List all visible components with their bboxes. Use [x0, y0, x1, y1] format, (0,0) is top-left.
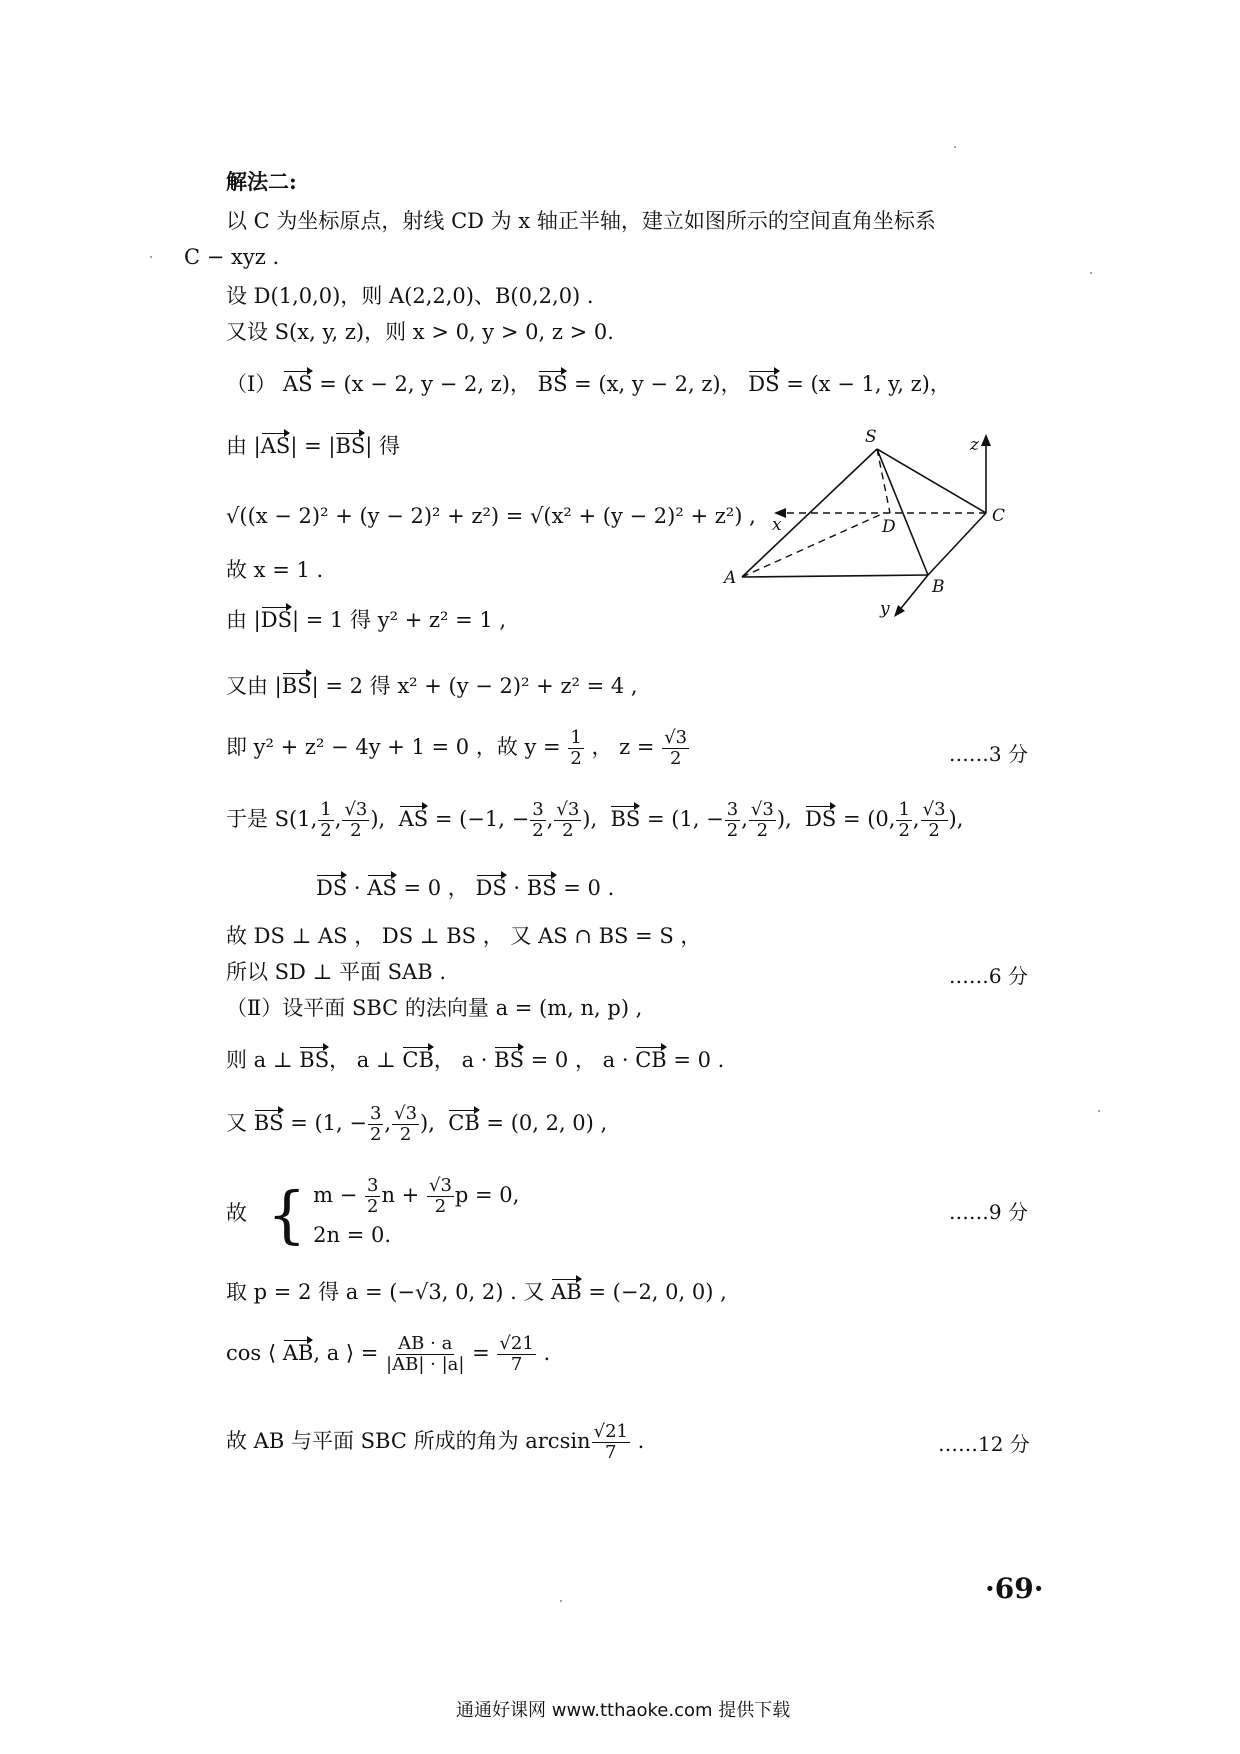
text-line-10 [226, 672, 638, 700]
fraction [554, 800, 581, 841]
text: ), [370, 807, 386, 831]
numerator: √21 [499, 1333, 534, 1354]
fraction [568, 728, 583, 769]
text-line-8: 故 x = 1 . [226, 558, 324, 582]
label-d: D [882, 517, 896, 537]
denominator: 2 [369, 1124, 382, 1145]
text: | = 2 得 x² + (y − 2)² + z² = 4 , [311, 674, 638, 698]
text: = 0 ， [396, 876, 469, 900]
edge-sd-dashed [877, 449, 890, 513]
fraction [392, 1104, 419, 1145]
numerator: 3 [367, 1175, 379, 1196]
text-line-4: 又设 S(x, y, z)，则 x > 0, y > 0, z > 0. [226, 320, 614, 344]
edge-ab [742, 575, 928, 577]
text: 于是 S(1, [226, 807, 318, 831]
numerator: 3 [369, 1103, 382, 1124]
numerator: √3 [664, 727, 688, 748]
text-line-7: √((x − 2)² + (y − 2)² + z²) = √(x² + (y − 2)² + z²) , [226, 504, 756, 528]
edge-sc [877, 449, 986, 513]
text: | = 1 得 y² + z² = 1 , [292, 608, 507, 632]
text-line-6 [226, 432, 400, 460]
equation-system [313, 1176, 519, 1253]
fraction [318, 800, 333, 841]
numerator: √3 [750, 799, 774, 820]
text: ， z = [591, 735, 655, 759]
equation-1: m − $\frac{3}{2}$ n + $\frac{√3}{2}$ p = 0, [313, 1175, 520, 1217]
text-line-21: cos ⟨ AB, a ⟩ = $\frac{AB \cdot a}{|AB| \cdot |a|}$ = $\frac{√21}{7}$ . [226, 1333, 551, 1375]
score-9: ……9 分 [948, 1200, 1028, 1224]
numerator: √3 [394, 1103, 418, 1124]
text-line-3: 设 D(1,0,0)，则 A(2,2,0)、B(0,2,0) . [226, 284, 594, 308]
fraction [386, 1334, 464, 1375]
text-line-12: 于是 S(1, $\frac{1}{2}$ , $\frac{√3}{2}$ ), AS = (−1, − $\frac{3}{2}$ , $\frac{√3}{2}$ ), BS = (1, − $\frac{3}{2}$ , $\frac{√3}{2}$ ), DS = (0, $\frac{1}{2}$ , $\frac{√3}{2}$ ), [226, 799, 964, 841]
vector-ab: AB [551, 1280, 582, 1304]
vector-cb: CB [635, 1048, 667, 1072]
numerator: √3 [922, 799, 946, 820]
denominator: 2 [756, 820, 769, 841]
text: ， a · [433, 1048, 495, 1072]
value: = (x − 2, y − 2, z)， [312, 372, 531, 396]
numerator: √3 [556, 799, 580, 820]
vector-ds: DS [260, 608, 292, 632]
edge-sb [877, 449, 928, 575]
vector-cb: CB [402, 1048, 434, 1072]
edge-sa [742, 449, 877, 577]
denominator: 2 [350, 820, 362, 841]
scan-dot [954, 146, 956, 148]
vector-bs: BS [335, 434, 366, 458]
label-s: S [865, 427, 877, 447]
text: p = 0, [454, 1183, 520, 1207]
denominator: 2 [562, 820, 574, 841]
vector-ab: AB [282, 1341, 314, 1365]
vector-as: AS [260, 434, 291, 458]
vector-bs: BS [299, 1048, 330, 1072]
text: = 0 ， a · [523, 1048, 636, 1072]
fraction [749, 800, 776, 841]
denominator: 2 [367, 1196, 379, 1217]
vector-bs: BS [494, 1048, 524, 1072]
equation-2: 2n = 0. [313, 1223, 392, 1247]
text-line-22 [226, 1422, 644, 1463]
vector-ds: DS [805, 807, 837, 831]
denominator: 2 [726, 820, 739, 841]
fraction [592, 1422, 630, 1463]
pyramid-diagram [720, 420, 1020, 640]
denominator: 2 [399, 1124, 412, 1145]
footer-text: 通通好课网 www.tthaoke.com 提供下载 [456, 1700, 791, 1721]
vector-as: AS [367, 876, 397, 900]
numerator: √3 [428, 1175, 452, 1196]
section-title: 解法二: [226, 169, 297, 194]
fraction [725, 800, 740, 841]
text-line-1: 以 C 为坐标原点，射线 CD 为 x 轴正半轴，建立如图所示的空间直角坐标系 [226, 209, 936, 233]
denominator: 7 [605, 1442, 617, 1463]
text: 由 | [226, 608, 261, 632]
numerator: √21 [593, 1421, 628, 1442]
score-3: ……3 分 [948, 742, 1028, 766]
label-c: C [992, 506, 1006, 526]
vector-as: AS [398, 807, 429, 831]
vector-ds: DS [316, 876, 348, 900]
fraction [497, 1334, 535, 1375]
scan-dot [1090, 272, 1092, 274]
label-a: A [724, 568, 737, 588]
fraction [427, 1176, 454, 1217]
text: | = | [290, 434, 336, 458]
vector-bs: BS [253, 1111, 284, 1135]
denominator: 2 [669, 748, 682, 769]
numerator: 3 [532, 799, 544, 820]
text: = (1, − [283, 1111, 367, 1135]
part-label: （Ⅰ） [226, 372, 277, 396]
text: 故 [226, 1201, 247, 1225]
denominator: 2 [570, 748, 582, 769]
denominator: 2 [898, 820, 910, 841]
vector-cb: CB [448, 1111, 480, 1135]
text: = 0 . [556, 876, 615, 900]
text-line-20 [226, 1278, 727, 1306]
vector-bs: BS [537, 372, 568, 396]
edge-ad-dashed [742, 513, 884, 577]
page-number: ·69· [985, 1572, 1044, 1605]
denominator: 7 [510, 1354, 523, 1375]
text: 又 [226, 1111, 254, 1135]
denominator: 2 [320, 820, 332, 841]
text: , a ⟩ = [313, 1341, 379, 1365]
text: 由 | [226, 434, 261, 458]
label-y: y [880, 599, 890, 619]
denominator: 2 [532, 820, 544, 841]
vector-as: AS [282, 372, 313, 396]
numerator: 1 [898, 799, 910, 820]
text: = (−2, 0, 0) , [581, 1280, 727, 1304]
vector-bs: BS [610, 807, 641, 831]
value: = (x − 1, y, z)， [779, 372, 951, 396]
text-line-5 [226, 370, 951, 398]
vector-ds: DS [748, 372, 780, 396]
text: ， a ⊥ [329, 1048, 403, 1072]
score-6: ……6 分 [948, 964, 1028, 988]
text-line-11 [226, 728, 690, 769]
denominator: 2 [928, 820, 940, 841]
edge-bc [928, 513, 986, 575]
text: = (0, 2, 0) , [479, 1111, 608, 1135]
fraction [365, 1176, 380, 1217]
text: 即 y² + z² − 4y + 1 = 0 ，故 y = [226, 735, 561, 759]
text: . [630, 1429, 645, 1453]
scan-dot [1098, 1110, 1100, 1112]
numerator: 1 [320, 799, 332, 820]
text: 故 AB 与平面 SBC 所成的角为 arcsin [226, 1429, 591, 1453]
label-b: B [932, 577, 945, 597]
label-x: x [772, 515, 782, 535]
denominator: 2 [434, 1196, 447, 1217]
text: 则 a ⊥ [226, 1048, 300, 1072]
numerator: 1 [570, 727, 582, 748]
text-line-19 [226, 1176, 519, 1253]
vector-bs: BS [281, 674, 312, 698]
label-z: z [970, 435, 979, 455]
text-line-2: C − xyz . [184, 245, 280, 269]
fraction [368, 1104, 383, 1145]
score-12: ……12 分 [938, 1432, 1030, 1456]
text: = 0 . [666, 1048, 725, 1072]
text-line-18: 又 BS = (1, − $\frac{3}{2}$ , $\frac{√3}{2}$ ), CB = (0, 2, 0) , [226, 1103, 608, 1145]
text-line-9 [226, 606, 506, 634]
text: 又由 | [226, 674, 282, 698]
denominator: |AB| · |a| [386, 1354, 465, 1375]
vector-bs: BS [526, 876, 557, 900]
scan-dot [560, 1600, 562, 1602]
y-arrow [894, 605, 905, 617]
numerator: √3 [344, 799, 368, 820]
text-line-16: （Ⅱ）设平面 SBC 的法向量 a = (m, n, p) , [226, 996, 643, 1020]
fraction [530, 800, 545, 841]
fraction [342, 800, 369, 841]
brace: { [267, 1177, 307, 1251]
fraction [662, 728, 689, 769]
numerator: 3 [726, 799, 739, 820]
text-line-14: 故 DS ⊥ AS ， DS ⊥ BS ， 又 AS ∩ BS = S ， [226, 924, 702, 948]
text-line-15: 所以 SD ⊥ 平面 SAB . [226, 960, 447, 984]
numerator: AB · a [398, 1333, 453, 1354]
fraction [896, 800, 911, 841]
value: = (x, y − 2, z)， [567, 372, 742, 396]
scan-dot [150, 256, 152, 258]
text-line-17 [226, 1046, 724, 1074]
text: 取 p = 2 得 a = (−√3, 0, 2) . 又 [226, 1280, 552, 1304]
text: cos ⟨ [226, 1341, 283, 1365]
fraction [921, 800, 948, 841]
text-line-13: DS · AS = 0 ， DS · BS = 0 . [316, 876, 615, 900]
z-arrow [981, 434, 991, 446]
text: | 得 [365, 434, 401, 458]
y-axis [898, 575, 928, 612]
vector-ds: DS [475, 876, 507, 900]
